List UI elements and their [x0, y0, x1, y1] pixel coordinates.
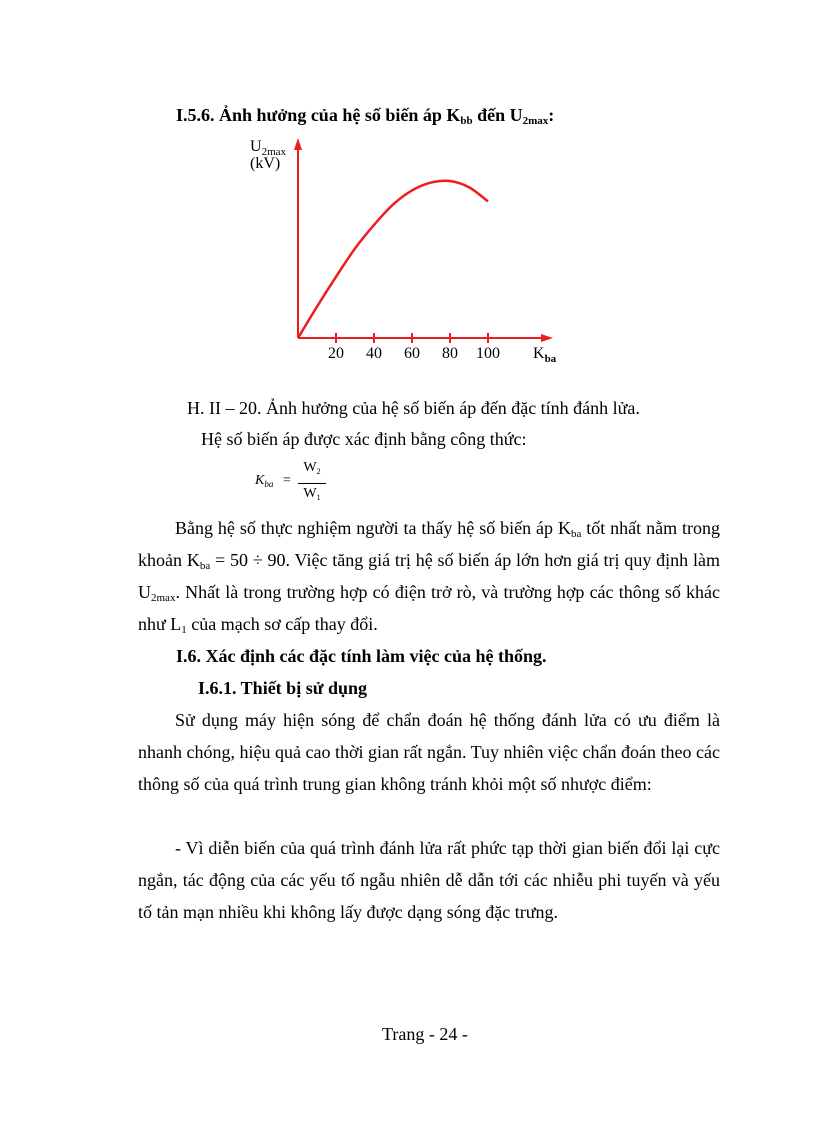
y-axis-arrow — [294, 138, 302, 150]
formula-lhs: $K_{ba}$ — [255, 473, 274, 489]
x-tick-label: 100 — [476, 345, 500, 362]
x-tick-label: 80 — [442, 345, 458, 362]
paragraph-kba: Bằng hệ số thực nghiệm người ta thấy hệ số biến áp $K_{ba}$ tốt nhất nằm trong khoản $K_{ba} = 50 \div 90$. Việc tăng giá trị hệ số biến áp lớn hơn giá trị quy định làm $U_{2max}$. Nhất là trong trường hợp có điện trở rò, và trường hợp các thông số khác như $L_1$ của mạch sơ cấp thay đổi. — [138, 518, 720, 636]
formula-denominator: $W_1$ — [303, 486, 321, 502]
section-heading-156: I.5.6. Ảnh hưởng của hệ số biến áp $K_{bb}$ đến $U_{2max}$: — [176, 105, 555, 127]
formula — [255, 460, 335, 508]
page-footer: Trang - 24 - — [382, 1024, 468, 1044]
section-heading-161: I.6.1. Thiết bị sử dụng — [198, 678, 368, 698]
section-heading-16: I.6. Xác định các đặc tính làm việc của hệ thống. — [176, 646, 547, 666]
formula-numerator: $W_2$ — [303, 460, 321, 476]
x-tick-label: 20 — [328, 345, 344, 362]
x-axis-label: $K_{ba}$ — [533, 345, 557, 365]
formula-intro: Hệ số biến áp được xác định bằng công thức: — [201, 429, 527, 449]
x-tick-label: 40 — [366, 345, 382, 362]
x-tick-label: 60 — [404, 345, 420, 362]
curve-line — [298, 181, 488, 338]
formula-equals: = — [283, 473, 291, 488]
x-axis-arrow — [541, 334, 553, 342]
figure-caption: H. II – 20. Ảnh hưởng của hệ số biến áp đến đặc tính đánh lửa. — [187, 398, 640, 418]
y-axis-unit: (kV) — [250, 155, 281, 172]
chart — [0, 0, 816, 380]
fraction-bar — [298, 483, 326, 484]
paragraph-oscilloscope: Sử dụng máy hiện sóng để chẩn đoán hệ thống đánh lửa có ưu điểm là nhanh chóng, hiệu quả cao thời gian rất ngắn. Tuy nhiên việc chẩn đoán theo các thông số của quá trình trung gian không tránh khỏi một số nhược điểm: — [138, 710, 720, 794]
paragraph-disadvantages: - Vì diễn biến của quá trình đánh lửa rất phức tạp thời gian biến đổi lại cực ngắn, tác động của các yếu tố ngẫu nhiên dễ dẫn tới các nhiễu phi tuyến và yếu tố tản mạn nhiều khi không lấy được dạng sóng đặc trưng. — [138, 838, 720, 922]
y-axis-label: $U_{2max}$ — [250, 138, 287, 158]
